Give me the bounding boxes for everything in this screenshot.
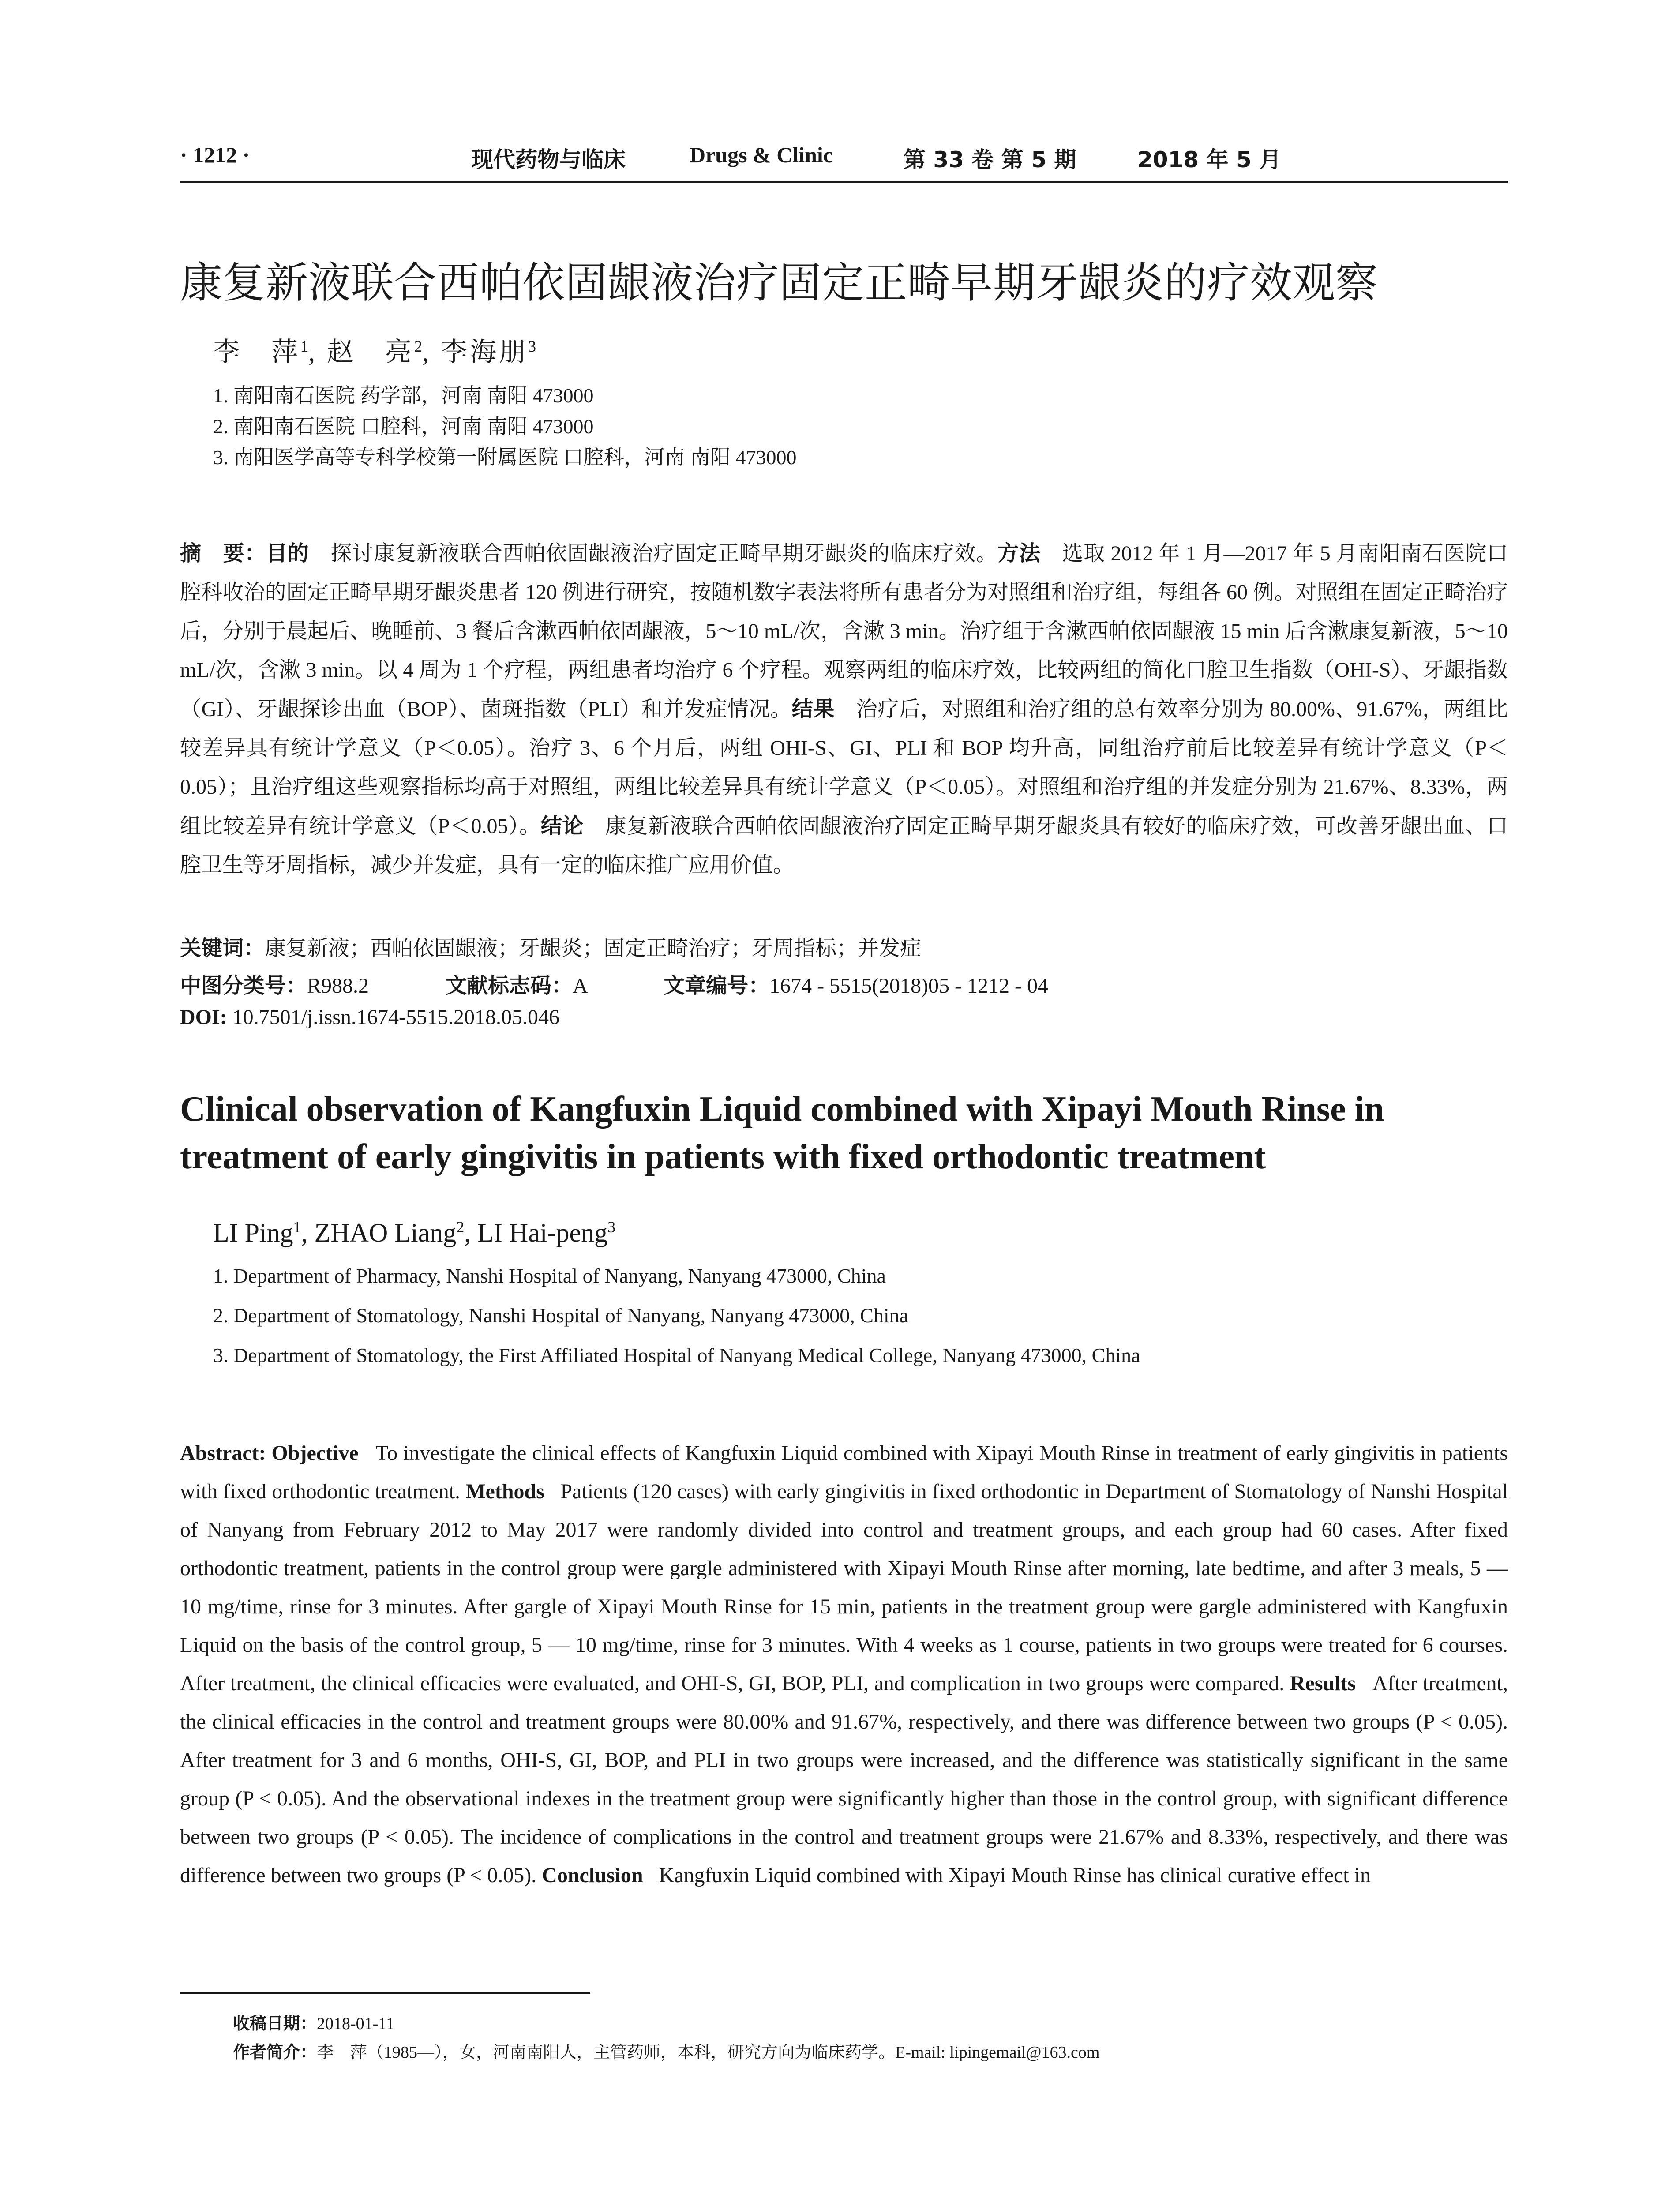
doc-code-label: 文献标志码： — [446, 973, 573, 998]
conclusion-label: Conclusion — [542, 1864, 643, 1887]
abstract-label: 摘 要： — [180, 541, 266, 566]
keywords-label: 关键词： — [180, 936, 265, 960]
journal-name-en: Drugs & Clinic — [690, 143, 833, 167]
results-label: Results — [1290, 1672, 1356, 1695]
author-list-cn: 李 萍$^1$, 赵 亮$^2$, 李海朋$^3$ — [213, 338, 536, 367]
conclusion-text: Kangfuxin Liquid combined with Xipayi Mouth Rinse has clinical curative effect in — [659, 1864, 1371, 1887]
clc-value: R988.2 — [307, 974, 369, 998]
results-text: After treatment, the clinical efficacies in the control and treatment groups were 80.00% and 91.67%, respectively, and there was difference between two groups (P < 0.05). After treatment for 3 and 6 months, OHI-S, GI, BOP, and PLI in two groups were increased, and the difference was statistically significant in the same group (P < 0.05). And the observational indexes in the treatment group were significantly higher than those in the control group, with significant difference between two groups (P < 0.05). The incidence of complications in the control and treatment groups were 21.67% and 8.33%, respectively, and there was difference between two groups (P < 0.05). — [180, 1672, 1508, 1887]
keywords-cn — [180, 931, 921, 961]
methods-text: Patients (120 cases) with early gingivitis in fixed orthodontic in Department of Stomatology of Nanshi Hospital of Nanyang from February 2012 to May 2017 were randomly divided into control and treatment groups, and each group had 60 cases. After fixed orthodontic treatment, patients in the control group were gargle administered with Xipayi Mouth Rinse after morning, late bedtime, and after 3 meals, 5 — 10 mg/time, rinse for 3 minutes. After gargle of Xipayi Mouth Rinse for 15 min, patients in the treatment group were gargle administered with Kangfuxin Liquid on the basis of the control group, 5 — 10 mg/time, rinse for 3 minutes. With 4 weeks as 1 course, patients in two groups were treated for 6 courses. After treatment, the clinical efficacies were evaluated, and OHI-S, GI, BOP, PLI, and complication in two groups were compared. — [180, 1480, 1508, 1695]
journal-name-cn: 现代药物与临床 — [471, 147, 626, 173]
footnote-rule — [180, 1992, 590, 1994]
article-no-label: 文章编号： — [664, 973, 770, 998]
doi-value: 10.7501/j.issn.1674-5515.2018.05.046 — [232, 1005, 560, 1029]
clc-label: 中图分类号： — [180, 973, 308, 998]
abstract-cn — [180, 534, 1508, 885]
article-title-en: Clinical observation of Kangfuxin Liquid combined with Xipayi Mouth Rinse in treatment of early gingivitis in patients with fixed orthodontic treatment — [180, 1090, 1384, 1176]
affiliation-cn: 2. 南阳南石医院 口腔科，河南 南阳 473000 — [213, 415, 594, 438]
abstract-en — [180, 1434, 1508, 1895]
article-title-cn: 康复新液联合西帕依固龈液治疗固定正畸早期牙龈炎的疗效观察 — [180, 258, 1378, 308]
received-date — [233, 2010, 394, 2034]
affiliation-en: 3. Department of Stomatology, the First Affiliated Hospital of Nanyang Medical College, Nanyang 473000, China — [213, 1344, 1140, 1366]
methods-label: Methods — [465, 1480, 544, 1503]
author-bio — [233, 2038, 1099, 2063]
classification-line — [180, 968, 1048, 999]
objective-label: Abstract: Objective — [180, 1441, 359, 1465]
author-name: 赵 亮 — [327, 338, 414, 367]
author-affil-mark: 3 — [608, 1218, 616, 1236]
bio-text: 李 萍（1985—），女，河南南阳人，主管药师，本科，研究方向为临床药学。E-mail: lipingemail@163.com — [317, 2043, 1100, 2062]
author-name: 李 萍 — [213, 338, 300, 367]
conclusion-text: 康复新液联合西帕依固龈液治疗固定正畸早期牙龈炎具有较好的临床疗效，可改善牙龈出血、口腔卫生等牙周指标，减少并发症，具有一定的临床推广应用价值。 — [180, 814, 1508, 877]
doi-label: DOI: — [180, 1005, 227, 1029]
affiliation-en: 2. Department of Stomatology, Nanshi Hospital of Nanyang, Nanyang 473000, China — [213, 1304, 909, 1327]
methods-label: 方法 — [998, 541, 1041, 566]
keywords-text: 康复新液；西帕依固龈液；牙龈炎；固定正畸治疗；牙周指标；并发症 — [265, 937, 922, 960]
received-label: 收稿日期： — [233, 2014, 317, 2033]
objective-text: 探讨康复新液联合西帕依固龈液治疗固定正畸早期牙龈炎的临床疗效。 — [330, 542, 998, 565]
conclusion-label: 结论 — [540, 814, 584, 838]
results-text: 治疗后，对照组和治疗组的总有效率分别为 80.00%、91.67%，两组比较差异具有统计学意义（P＜0.05）。治疗 3、6 个月后，两组 OHI-S、GI、PLI 和 BOP 均升高，同组治疗前后比较差异有统计学意义（P＜0.05）；且治疗组这些观察指标均高于对照组，两组比较差异具有统计学意义（P＜0.05）。对照组和治疗组的并发症分别为 21.67%、8.33%，两组比较差异有统计学意义（P＜0.05）。 — [180, 698, 1508, 838]
page-number: · 1212 · — [180, 143, 250, 167]
author-name: 李海朋 — [441, 338, 528, 367]
author-affil-mark: 2 — [414, 338, 422, 355]
author-list-en: LI Ping$^1$, ZHAO Liang$^2$, LI Hai-peng$^3$ — [213, 1218, 616, 1247]
doi-line — [180, 1005, 559, 1029]
page-header — [180, 132, 1508, 183]
affiliation-cn: 3. 南阳医学高等专科学校第一附属医院 口腔科，河南 南阳 473000 — [213, 446, 797, 469]
author-name: LI Ping — [213, 1218, 293, 1247]
author-affil-mark: 2 — [456, 1218, 465, 1236]
article-page — [180, 132, 1508, 2062]
volume-issue: 第 33 卷 第 5 期 — [904, 147, 1076, 173]
author-name: ZHAO Liang — [314, 1218, 457, 1247]
issue-date: 2018 年 5 月 — [1137, 147, 1282, 173]
author-name: LI Hai-peng — [477, 1218, 608, 1247]
author-affil-mark: 3 — [528, 338, 536, 355]
affiliation-cn: 1. 南阳南石医院 药学部，河南 南阳 473000 — [213, 384, 594, 407]
article-no-value: 1674 - 5515(2018)05 - 1212 - 04 — [769, 974, 1048, 998]
author-affil-mark: 1 — [293, 1218, 301, 1236]
affiliation-en: 1. Department of Pharmacy, Nanshi Hospital of Nanyang, Nanyang 473000, China — [213, 1264, 886, 1287]
methods-text: 选取 2012 年 1 月—2017 年 5 月南阳南石医院口腔科收治的固定正畸早期牙龈炎患者 120 例进行研究，按随机数字表法将所有患者分为对照组和治疗组，每组各 60 例。对照组在固定正畸治疗后，分别于晨起后、晚睡前、3 餐后含漱西帕依固龈液，5～10 mL/次，含漱 3 min。治疗组于含漱西帕依固龈液 15 min 后含漱康复新液，5～10 mL/次，含漱 3 min。以 4 周为 1 个疗程，两组患者均治疗 6 个疗程。观察两组的临床疗效，比较两组的简化口腔卫生指数（OHI-S）、牙龈指数（GI）、牙龈探诊出血（BOP）、菌斑指数（PLI）和并发症情况。 — [180, 542, 1508, 721]
author-affil-mark: 1 — [300, 338, 308, 355]
doc-code-value: A — [573, 974, 587, 998]
bio-label: 作者简介： — [233, 2042, 317, 2062]
results-label: 结果 — [791, 697, 835, 721]
objective-text: To investigate the clinical effects of Kangfuxin Liquid combined with Xipayi Mouth Rinse in treatment of early gingivitis in patients with fixed orthodontic treatment. — [180, 1441, 1508, 1503]
received-value: 2018-01-11 — [317, 2015, 394, 2033]
objective-label: 目的 — [266, 541, 309, 566]
